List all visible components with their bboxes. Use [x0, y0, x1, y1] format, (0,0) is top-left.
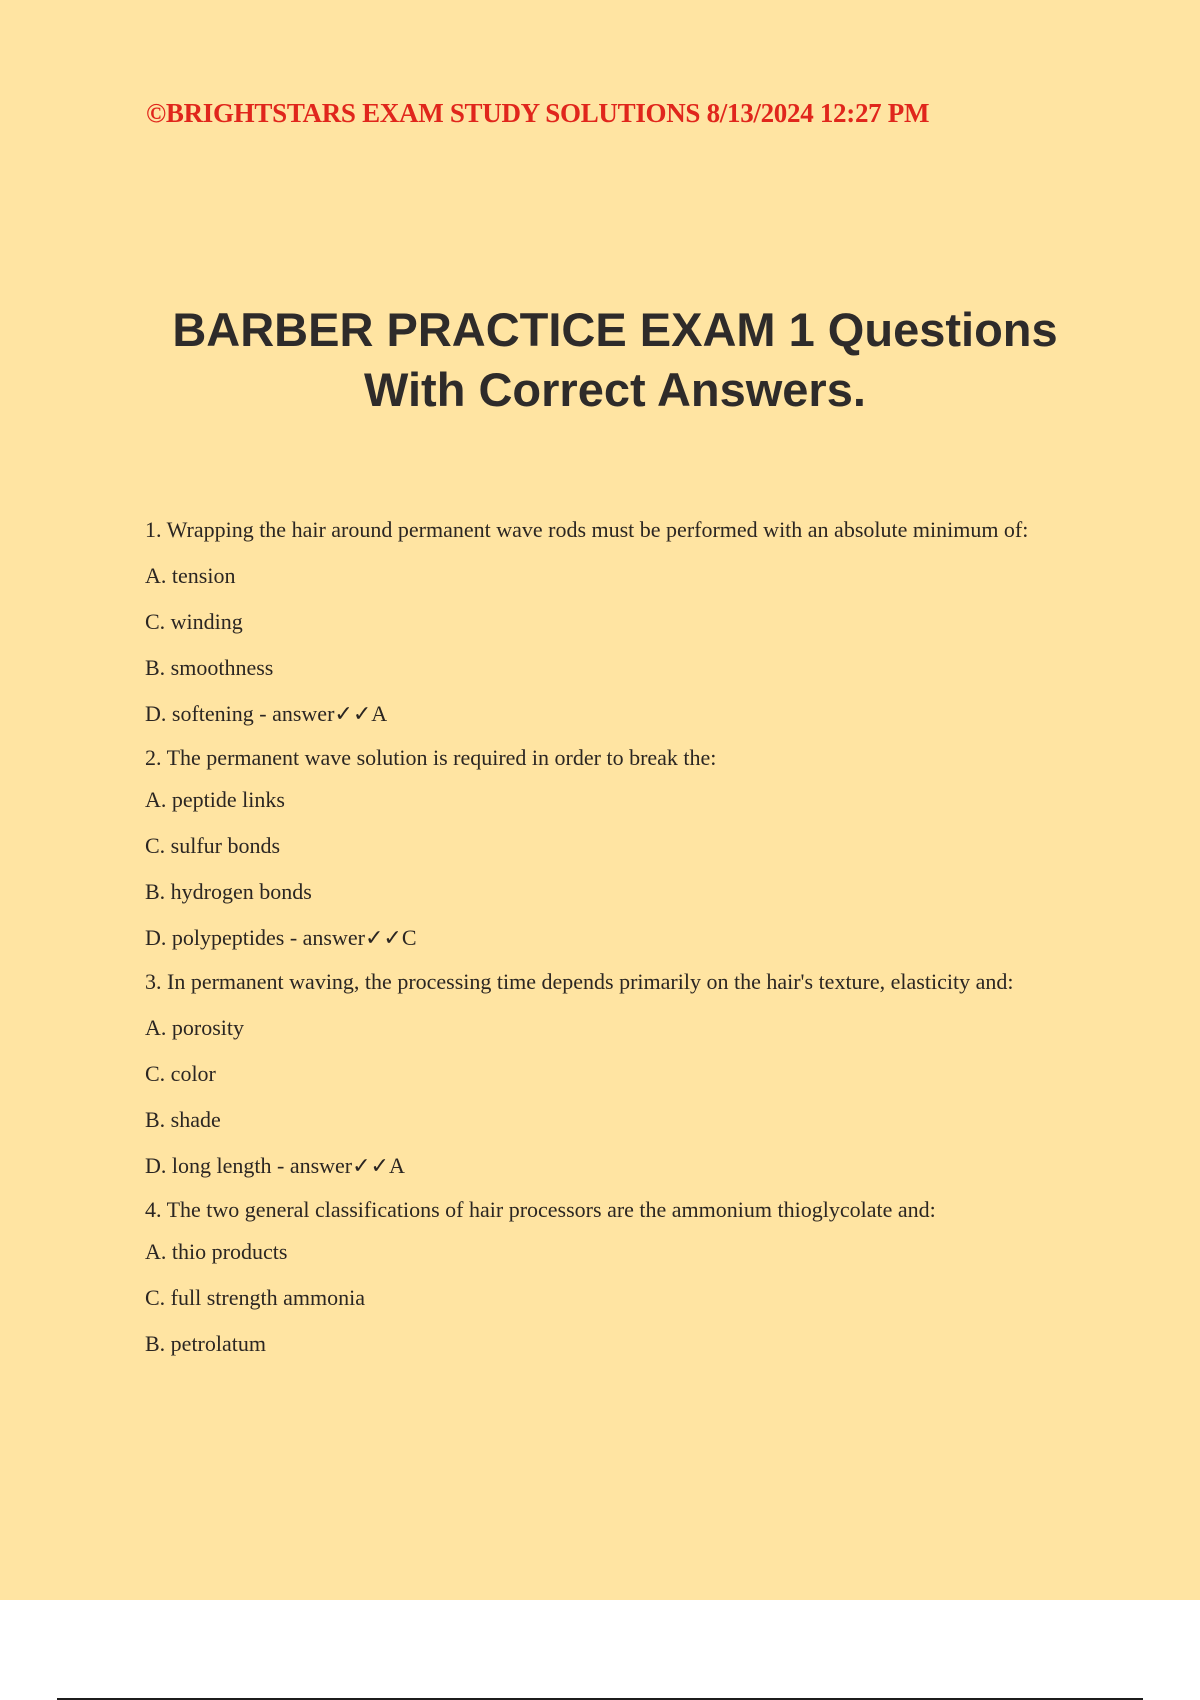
- question-list: [145, 516, 1095, 1376]
- watermark-header: ©BRIGHTSTARS EXAM STUDY SOLUTIONS 8/13/2024 12:27 PM: [146, 98, 930, 128]
- document-title: BARBER PRACTICE EXAM 1 Questions With Correct Answers.: [172, 303, 1058, 416]
- question-block-4: [145, 1196, 1095, 1358]
- answer-option: D. polypeptides - answer✓✓C: [145, 925, 417, 950]
- answer-option: A. peptide links: [145, 787, 285, 812]
- answer-option: B. petrolatum: [145, 1331, 266, 1356]
- answer-option: A. thio products: [145, 1239, 288, 1264]
- question-text: 1. Wrapping the hair around permanent wave rods must be performed with an absolute minimum of:: [145, 517, 1029, 542]
- question-text: 3. In permanent waving, the processing time depends primarily on the hair's texture, elasticity and:: [145, 969, 1014, 994]
- question-text: 2. The permanent wave solution is required in order to break the:: [145, 745, 717, 770]
- answer-option: A. tension: [145, 563, 236, 588]
- answer-option: C. winding: [145, 609, 243, 634]
- answer-option: D. softening - answer✓✓A: [145, 701, 388, 726]
- answer-option: A. porosity: [145, 1015, 244, 1040]
- answer-option: B. shade: [145, 1107, 221, 1132]
- question-block-1: [145, 516, 1095, 728]
- answer-option: D. long length - answer✓✓A: [145, 1153, 405, 1178]
- answer-option: B. smoothness: [145, 655, 274, 680]
- question-block-2: [145, 744, 1095, 952]
- answer-option: C. sulfur bonds: [145, 833, 281, 858]
- answer-option: B. hydrogen bonds: [145, 879, 312, 904]
- question-block-3: [145, 968, 1095, 1180]
- question-text: 4. The two general classifications of hair processors are the ammonium thioglycolate and:: [145, 1197, 936, 1222]
- answer-option: C. color: [145, 1061, 216, 1086]
- answer-option: C. full strength ammonia: [145, 1285, 365, 1310]
